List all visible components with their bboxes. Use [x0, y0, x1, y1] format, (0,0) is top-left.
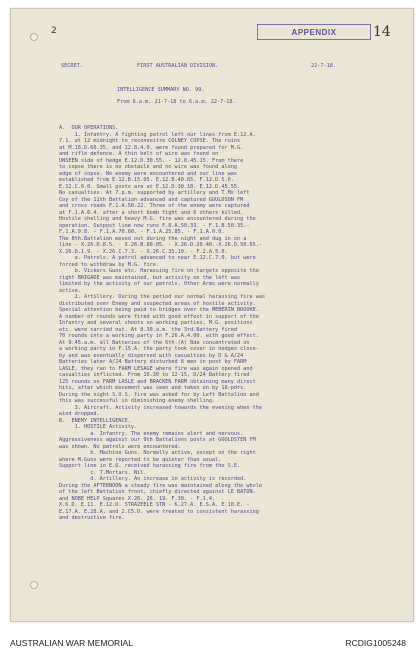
body-line: Hostile shelling and heavy M.G. fire was encountered during the: [59, 216, 256, 222]
handwritten-folio-number: 14: [373, 24, 391, 40]
body-line: and NOBE HELP Squares X.26. 26. 19. F.30. - F.1.4.: [59, 495, 216, 502]
body-line: at M.18.D.60.35. and 12.8.4.0. were found prepared for M.G.: [59, 144, 244, 151]
body-line: During the AFTERNOON a steady fire was maintained along the whole: [59, 482, 263, 489]
body-line: active.: [59, 287, 81, 294]
body-line: a. Infantry. The enemy remains alert and nervous.: [59, 430, 244, 437]
body-line: A number of rounds were fired with good effect in support of the: [59, 313, 259, 320]
body-line: 7.1. at 12 midnight to reconnoitre COLNEY COPSE. The ruins: [59, 138, 241, 144]
document-sheet: [10, 8, 414, 622]
body-line: wind dropped.: [59, 411, 100, 417]
body-line: A. OUR OPERATIONS.: [59, 125, 119, 131]
body-line: d. Artillery. An increase in activity is recorded.: [59, 476, 247, 482]
body-line: E.12.C.0.0. Small posts are at E.12.D.30.10. E.12.D.45.55.: [59, 183, 241, 190]
appendix-stamp: APPENDIX: [257, 24, 371, 40]
classification-label: SECRET.: [61, 63, 83, 69]
body-line: X.26.D.1.9. - X.26.C.7.3. - X.26.C.35.10. - F.2.A.5.0.: [59, 248, 228, 255]
body-line: at F.1.A.6.4. after a short bomb fight and 6 others killed.: [59, 209, 244, 216]
body-line: Support line in E.6. received harassing fire from the S.E.: [59, 463, 241, 469]
body-line: No casualties. At 7.p.m. supported by artillery and T.Ms left: [59, 190, 250, 196]
body-line: of the left Battalion front, chiefly directed against LE BATON.: [59, 489, 256, 495]
body-line: and destructive fire.: [59, 515, 125, 521]
body-line: b. Machine Guns. Normally active, except on the right: [59, 450, 256, 456]
body-line: established from E.12.B.15.05. E.12.B.40.65. F.12.D.5.0.: [59, 177, 234, 183]
body-line: etc. were carried out. At 8.30.a.m. the 3rd.Battery fired: [59, 326, 238, 333]
binder-hole: [30, 33, 38, 41]
body-line: to copse there is no obstacle and no wire was found along: [59, 164, 238, 170]
body-line: At 9.45.a.m. all Batteries of the 6th.(A) Bde concentrated on: [59, 339, 250, 346]
body-line: a. Patrols. A patrol advanced to near E.12.C.7.0. but were: [59, 255, 256, 261]
typed-body-text: [59, 125, 265, 522]
body-line: F.1.A.9.8. - F.1.A.70.60. - F.1.A.25.85. - F.1.A.0.0.: [59, 229, 225, 235]
body-line: Aggressiveness against our 9th Battalions posts at GOULDSTEN FM: [59, 437, 256, 443]
body-line: 70 rounds into a working party in F.26.A.4.00. with good effect.: [59, 333, 259, 339]
body-line: a working party in F.15.A. the party took cover in hedges close-: [59, 346, 259, 352]
body-line: X.6.D. E.11. E.12.D. STRAZEELE STN - K.27.A. E.S.A. E.10.E. -: [59, 502, 250, 508]
body-line: by and was eventually dispersed with casualties by D & A/24: [59, 352, 244, 359]
handwritten-page-number: 2: [51, 26, 57, 36]
body-line: During the night S.O.S. fire was asked for by Left Battalion and: [59, 391, 259, 398]
body-line: c. T.Mortars. Nil.: [59, 469, 147, 476]
body-line: line - X.26.D.8.5. - X.26.B.80.05. - X.26.D.20.40.-X.26.D.50.65.-: [59, 242, 263, 248]
body-line: this was successful in diminishing enemy shelling.: [59, 398, 216, 404]
division-heading: FIRST AUSTRALIAN DIVISION.: [137, 63, 219, 69]
body-line: limited by the activity of our patrols. Other Arms were normally: [59, 281, 259, 287]
body-line: where M.Guns were reported to be quieter than usual.: [59, 456, 222, 463]
binder-hole: [30, 581, 38, 589]
footer-institution: AUSTRALIAN WAR MEMORIAL: [10, 638, 133, 648]
body-line: edge of copse. No enemy were encountered and our line was: [59, 170, 238, 177]
body-line: forced to withdraw by M.G. fire.: [59, 261, 159, 268]
body-line: right BRIGADE was maintained, but activity on the left was: [59, 274, 241, 281]
body-line: Batteries later A/24 Battery disturbed 8 men in post by FARM: [59, 359, 247, 365]
footer-record-id: RCDIG1005248: [345, 638, 406, 648]
body-line: hits, after which movement was seen and taken on by 18-pdrs.: [59, 385, 247, 391]
body-line: b. Vickers Guns etc. Harassing fire on targets opposite the: [59, 268, 259, 274]
body-line: and cross roads F.1.A.50.22. Three of the enemy were captured: [59, 203, 250, 209]
body-line: Infantry and several shoots on working parties, M.G. positions: [59, 320, 253, 326]
body-line: E.17.A. E.28.A. and 2.C5.D. were treated to consistent harassing: [59, 508, 259, 515]
body-line: distributed over Enemy and suspected areas of hostile activity.: [59, 300, 256, 307]
body-line: 1. Infantry. A fighting patrol left our lines from E.12.A.: [59, 131, 256, 138]
body-line: 125 rounds on FARM LASLE and BRACKEN FARM obtaining many direct: [59, 378, 256, 385]
body-line: Coy of the 11th Battalion advanced and captured GOULDSON FM: [59, 196, 244, 203]
summary-title: INTELLIGENCE SUMMARY NO. 99.: [117, 87, 205, 93]
archive-footer: [0, 628, 420, 654]
body-line: LASLE, they ran to FARM LESAGE where fire was again opened and: [59, 365, 253, 372]
document-date: 22-7-18.: [311, 63, 336, 69]
body-line: Special attention being paid to bridges over the MEBERIN BROOKE.: [59, 307, 259, 313]
body-line: was shown. No patrols were encountered.: [59, 443, 181, 450]
body-line: 1. HOSTILE Activity.: [59, 424, 138, 430]
body-line: operation. Outpost line now runs F.8.A.50.33. - F.1.B.50.35.-: [59, 222, 250, 229]
body-line: The 8th.Battalion moved out during the night and dug in on a: [59, 235, 247, 242]
summary-period: From 6.a.m. 21-7-18 to 6.a.m. 22-7-18.: [117, 99, 236, 105]
body-line: 2. Artillery. During the period our normal harassing fire was: [59, 294, 266, 300]
body-line: casualties inflicted. From 10.30 to 12-15, D/24 Battery fired: [59, 372, 250, 378]
body-line: 3. Aircraft. Activity increased towards the evening when the: [59, 404, 263, 411]
body-line: UNSEEN side of hedge E.12.D.30.55. - 12.8.45.15. From there: [59, 157, 244, 164]
body-line: B. ENEMY INTELLIGENCE.: [59, 417, 131, 424]
body-line: and rifle defence. A thin belt of wire was found on: [59, 151, 219, 157]
